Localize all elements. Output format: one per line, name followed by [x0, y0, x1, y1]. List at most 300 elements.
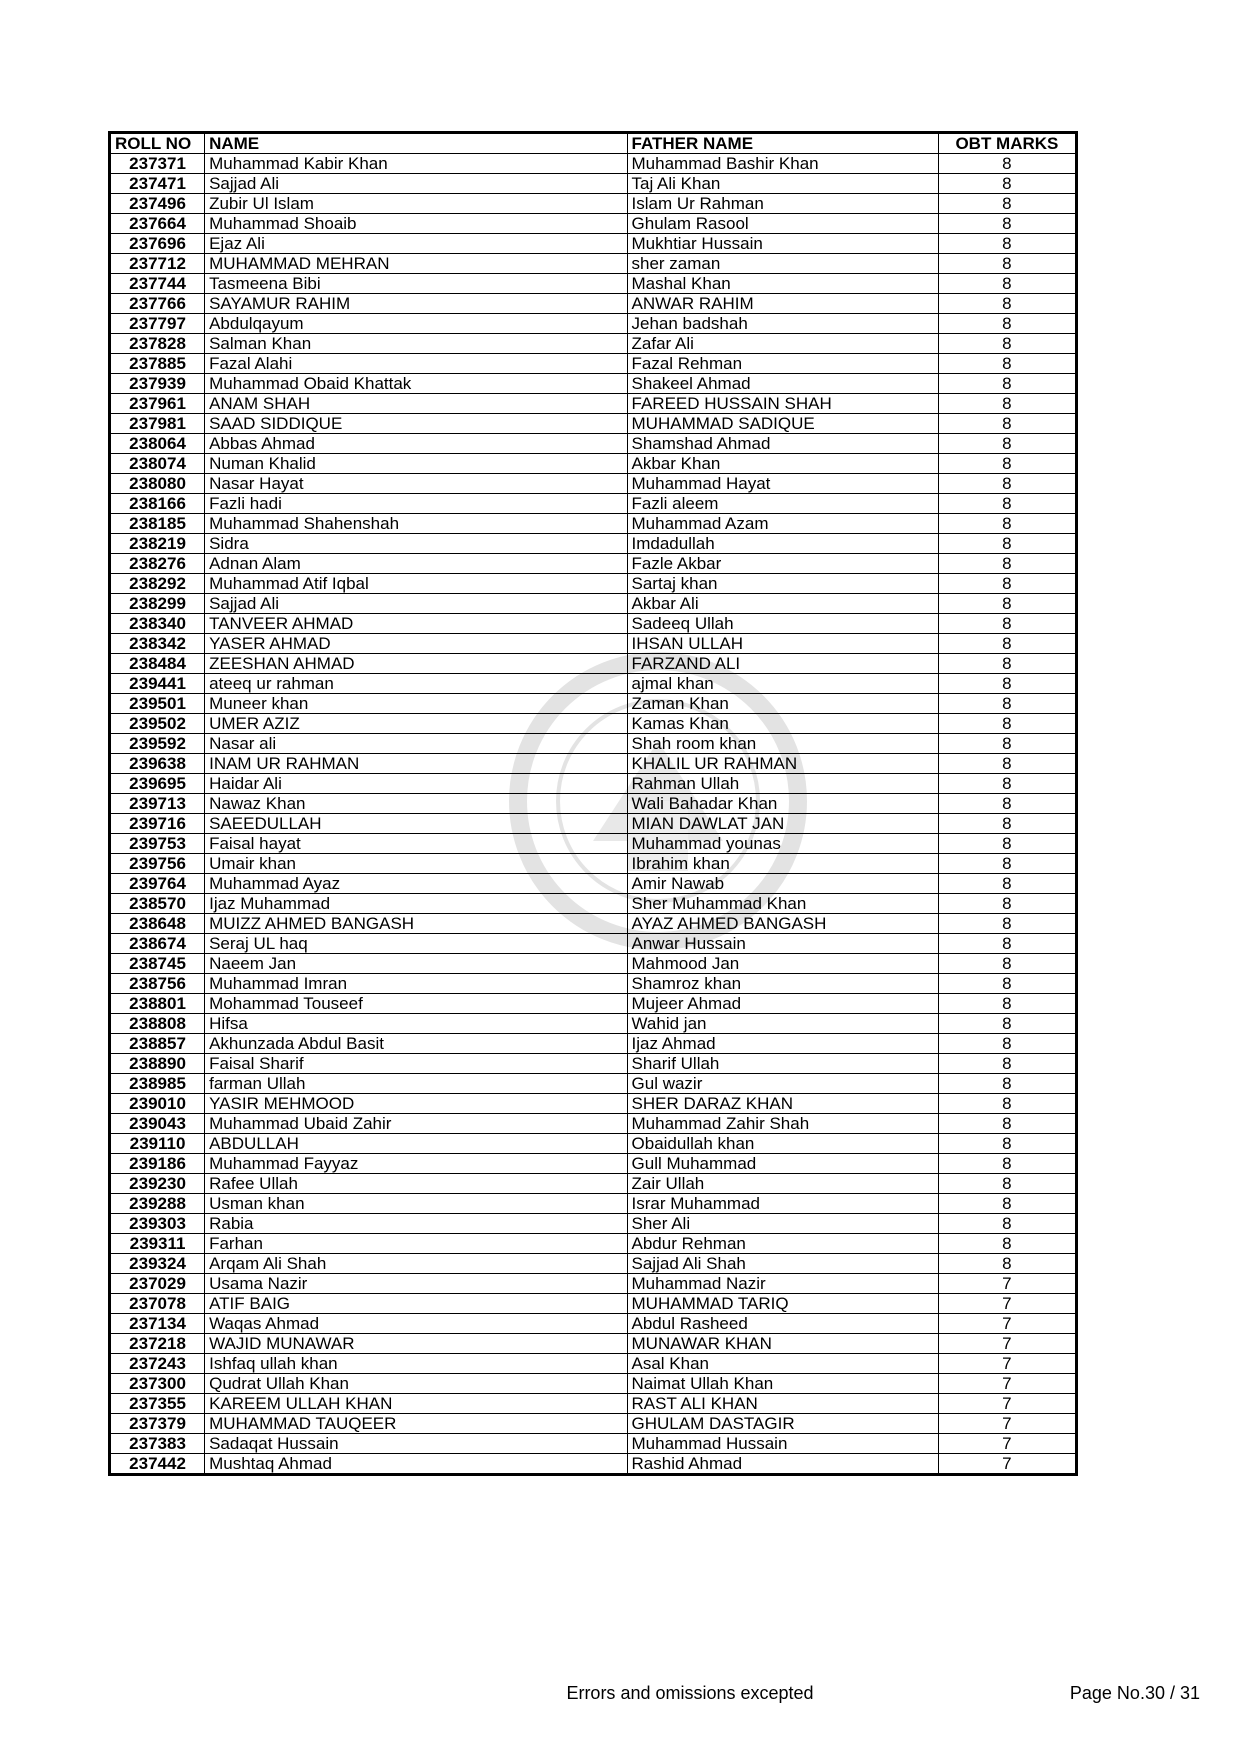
obt-marks-cell: 7 [938, 1394, 1076, 1414]
name-cell: Nawaz Khan [205, 794, 627, 814]
obt-marks-cell: 8 [938, 494, 1076, 514]
obt-marks-cell: 8 [938, 1174, 1076, 1194]
name-cell: Muhammad Atif Iqbal [205, 574, 627, 594]
roll-no-cell: 238064 [110, 434, 205, 454]
father-name-cell: Mashal Khan [627, 274, 938, 294]
father-name-cell: Sher Ali [627, 1214, 938, 1234]
obt-marks-cell: 7 [938, 1294, 1076, 1314]
father-name-cell: FAREED HUSSAIN SHAH [627, 394, 938, 414]
obt-marks-cell: 8 [938, 914, 1076, 934]
roll-no-cell: 238808 [110, 1014, 205, 1034]
table-row [110, 1034, 1077, 1054]
name-cell: Waqas Ahmad [205, 1314, 627, 1334]
father-name-cell: Amir Nawab [627, 874, 938, 894]
name-cell: KAREEM ULLAH KHAN [205, 1394, 627, 1414]
roll-no-cell: 238857 [110, 1034, 205, 1054]
table-row [110, 874, 1077, 894]
name-cell: YASER AHMAD [205, 634, 627, 654]
obt-marks-cell: 8 [938, 214, 1076, 234]
obt-marks-cell: 8 [938, 294, 1076, 314]
obt-marks-cell: 8 [938, 1014, 1076, 1034]
father-name-cell: Islam Ur Rahman [627, 194, 938, 214]
roll-no-cell: 238648 [110, 914, 205, 934]
table-row [110, 194, 1077, 214]
name-cell: TANVEER AHMAD [205, 614, 627, 634]
name-cell: Nasar ali [205, 734, 627, 754]
roll-no-cell: 239230 [110, 1174, 205, 1194]
obt-marks-cell: 8 [938, 554, 1076, 574]
father-name-cell: Muhammad younas [627, 834, 938, 854]
father-name-cell: Wali Bahadar Khan [627, 794, 938, 814]
table-row [110, 374, 1077, 394]
table-row [110, 354, 1077, 374]
father-name-cell: Imdadullah [627, 534, 938, 554]
father-name-cell: Obaidullah khan [627, 1134, 938, 1154]
name-cell: WAJID MUNAWAR [205, 1334, 627, 1354]
father-name-cell: ANWAR RAHIM [627, 294, 938, 314]
roll-no-cell: 238299 [110, 594, 205, 614]
father-name-cell: Sharif Ullah [627, 1054, 938, 1074]
obt-marks-cell: 8 [938, 1074, 1076, 1094]
obt-marks-cell: 8 [938, 774, 1076, 794]
father-name-cell: Shah room khan [627, 734, 938, 754]
roll-no-cell: 238340 [110, 614, 205, 634]
table-row [110, 894, 1077, 914]
name-cell: Muneer khan [205, 694, 627, 714]
father-name-cell: Muhammad Nazir [627, 1274, 938, 1294]
roll-no-cell: 238292 [110, 574, 205, 594]
roll-no-cell: 237939 [110, 374, 205, 394]
roll-no-cell: 239303 [110, 1214, 205, 1234]
name-cell: ateeq ur rahman [205, 674, 627, 694]
obt-marks-cell: 8 [938, 574, 1076, 594]
roll-no-cell: 238756 [110, 974, 205, 994]
obt-marks-cell: 8 [938, 1094, 1076, 1114]
roll-no-cell: 238985 [110, 1074, 205, 1094]
table-row [110, 514, 1077, 534]
roll-no-cell: 237961 [110, 394, 205, 414]
obt-marks-cell: 8 [938, 514, 1076, 534]
father-name-cell: Muhammad Bashir Khan [627, 154, 938, 174]
name-cell: Hifsa [205, 1014, 627, 1034]
father-name-cell: Shamroz khan [627, 974, 938, 994]
obt-marks-cell: 8 [938, 434, 1076, 454]
father-name-cell: Mahmood Jan [627, 954, 938, 974]
table-row [110, 1214, 1077, 1234]
father-name-cell: Kamas Khan [627, 714, 938, 734]
name-cell: Muhammad Shahenshah [205, 514, 627, 534]
father-name-cell: Sartaj khan [627, 574, 938, 594]
obt-marks-cell: 8 [938, 974, 1076, 994]
name-cell: Sajjad Ali [205, 174, 627, 194]
table-row [110, 1174, 1077, 1194]
name-cell: ANAM SHAH [205, 394, 627, 414]
name-cell: INAM UR RAHMAN [205, 754, 627, 774]
name-cell: Muhammad Ubaid Zahir [205, 1114, 627, 1134]
obt-marks-cell: 8 [938, 1134, 1076, 1154]
table-row [110, 1434, 1077, 1454]
roll-no-cell: 238080 [110, 474, 205, 494]
obt-marks-cell: 8 [938, 414, 1076, 434]
roll-no-cell: 237885 [110, 354, 205, 374]
name-cell: Sidra [205, 534, 627, 554]
header-roll-no: ROLL NO [110, 133, 205, 154]
header-name: NAME [205, 133, 627, 154]
father-name-cell: Muhammad Zahir Shah [627, 1114, 938, 1134]
roll-no-cell: 237355 [110, 1394, 205, 1414]
table-row [110, 434, 1077, 454]
roll-no-cell: 239441 [110, 674, 205, 694]
father-name-cell: KHALIL UR RAHMAN [627, 754, 938, 774]
table-row [110, 234, 1077, 254]
roll-no-cell: 237243 [110, 1354, 205, 1374]
table-row [110, 494, 1077, 514]
father-name-cell: Zaman Khan [627, 694, 938, 714]
father-name-cell: Mukhtiar Hussain [627, 234, 938, 254]
obt-marks-cell: 8 [938, 954, 1076, 974]
roll-no-cell: 237383 [110, 1434, 205, 1454]
name-cell: Ijaz Muhammad [205, 894, 627, 914]
table-row [110, 294, 1077, 314]
roll-no-cell: 237828 [110, 334, 205, 354]
roll-no-cell: 239324 [110, 1254, 205, 1274]
table-row [110, 774, 1077, 794]
roll-no-cell: 239716 [110, 814, 205, 834]
obt-marks-cell: 8 [938, 854, 1076, 874]
roll-no-cell: 237442 [110, 1454, 205, 1475]
obt-marks-cell: 8 [938, 1054, 1076, 1074]
table-row [110, 1294, 1077, 1314]
obt-marks-cell: 8 [938, 654, 1076, 674]
table-row [110, 1414, 1077, 1434]
obt-marks-cell: 8 [938, 694, 1076, 714]
obt-marks-cell: 8 [938, 334, 1076, 354]
obt-marks-cell: 8 [938, 1234, 1076, 1254]
obt-marks-cell: 8 [938, 234, 1076, 254]
obt-marks-cell: 8 [938, 874, 1076, 894]
roll-no-cell: 239756 [110, 854, 205, 874]
table-row [110, 794, 1077, 814]
table-row [110, 214, 1077, 234]
obt-marks-cell: 8 [938, 454, 1076, 474]
table-row [110, 594, 1077, 614]
name-cell: Faisal Sharif [205, 1054, 627, 1074]
name-cell: Muhammad Obaid Khattak [205, 374, 627, 394]
table-row [110, 1334, 1077, 1354]
name-cell: Akhunzada Abdul Basit [205, 1034, 627, 1054]
name-cell: Arqam Ali Shah [205, 1254, 627, 1274]
roll-no-cell: 237981 [110, 414, 205, 434]
obt-marks-cell: 8 [938, 254, 1076, 274]
name-cell: Umair khan [205, 854, 627, 874]
table-row [110, 174, 1077, 194]
roll-no-cell: 238570 [110, 894, 205, 914]
obt-marks-cell: 8 [938, 834, 1076, 854]
table-row [110, 694, 1077, 714]
table-row [110, 454, 1077, 474]
father-name-cell: Mujeer Ahmad [627, 994, 938, 1014]
roll-no-cell: 237696 [110, 234, 205, 254]
table-row [110, 1194, 1077, 1214]
roll-no-cell: 237300 [110, 1374, 205, 1394]
name-cell: Haidar Ali [205, 774, 627, 794]
obt-marks-cell: 8 [938, 1194, 1076, 1214]
name-cell: Muhammad Ayaz [205, 874, 627, 894]
table-row [110, 1394, 1077, 1414]
table-row [110, 1374, 1077, 1394]
obt-marks-cell: 8 [938, 814, 1076, 834]
obt-marks-cell: 8 [938, 354, 1076, 374]
table-row [110, 534, 1077, 554]
roll-no-cell: 237797 [110, 314, 205, 334]
table-row [110, 554, 1077, 574]
roll-no-cell: 238342 [110, 634, 205, 654]
roll-no-cell: 239110 [110, 1134, 205, 1154]
father-name-cell: Akbar Ali [627, 594, 938, 614]
obt-marks-cell: 8 [938, 1154, 1076, 1174]
table-row [110, 1114, 1077, 1134]
obt-marks-cell: 7 [938, 1374, 1076, 1394]
name-cell: Salman Khan [205, 334, 627, 354]
table-row [110, 314, 1077, 334]
roll-no-cell: 238185 [110, 514, 205, 534]
name-cell: Adnan Alam [205, 554, 627, 574]
table-row [110, 1134, 1077, 1154]
father-name-cell: Ibrahim khan [627, 854, 938, 874]
roll-no-cell: 238801 [110, 994, 205, 1014]
name-cell: Fazal Alahi [205, 354, 627, 374]
roll-no-cell: 237664 [110, 214, 205, 234]
obt-marks-cell: 8 [938, 474, 1076, 494]
roll-no-cell: 238674 [110, 934, 205, 954]
name-cell: Farhan [205, 1234, 627, 1254]
father-name-cell: ajmal khan [627, 674, 938, 694]
name-cell: ZEESHAN AHMAD [205, 654, 627, 674]
table-row [110, 974, 1077, 994]
footer-note: Errors and omissions excepted [566, 1683, 814, 1703]
father-name-cell: Naimat Ullah Khan [627, 1374, 938, 1394]
father-name-cell: RAST ALI KHAN [627, 1394, 938, 1414]
father-name-cell: Shamshad Ahmad [627, 434, 938, 454]
table-row [110, 1454, 1077, 1475]
father-name-cell: IHSAN ULLAH [627, 634, 938, 654]
name-cell: Rabia [205, 1214, 627, 1234]
father-name-cell: Sadeeq Ullah [627, 614, 938, 634]
name-cell: Abdulqayum [205, 314, 627, 334]
name-cell: Ishfaq ullah khan [205, 1354, 627, 1374]
name-cell: Ejaz Ali [205, 234, 627, 254]
table-header-row [110, 133, 1077, 154]
header-obt-marks: OBT MARKS [938, 133, 1076, 154]
name-cell: Mohammad Touseef [205, 994, 627, 1014]
roll-no-cell: 237371 [110, 154, 205, 174]
father-name-cell: Asal Khan [627, 1354, 938, 1374]
father-name-cell: Taj Ali Khan [627, 174, 938, 194]
father-name-cell: Wahid jan [627, 1014, 938, 1034]
table-row [110, 394, 1077, 414]
table-row [110, 1254, 1077, 1274]
table-row [110, 914, 1077, 934]
name-cell: Tasmeena Bibi [205, 274, 627, 294]
name-cell: Usman khan [205, 1194, 627, 1214]
name-cell: MUIZZ AHMED BANGASH [205, 914, 627, 934]
father-name-cell: Anwar Hussain [627, 934, 938, 954]
father-name-cell: Gul wazir [627, 1074, 938, 1094]
obt-marks-cell: 8 [938, 374, 1076, 394]
table-row [110, 654, 1077, 674]
name-cell: Seraj UL haq [205, 934, 627, 954]
father-name-cell: GHULAM DASTAGIR [627, 1414, 938, 1434]
roll-no-cell: 238890 [110, 1054, 205, 1074]
obt-marks-cell: 8 [938, 314, 1076, 334]
father-name-cell: Rahman Ullah [627, 774, 938, 794]
obt-marks-cell: 7 [938, 1334, 1076, 1354]
table-row [110, 1234, 1077, 1254]
father-name-cell: Muhammad Azam [627, 514, 938, 534]
name-cell: Naeem Jan [205, 954, 627, 974]
father-name-cell: MUNAWAR KHAN [627, 1334, 938, 1354]
father-name-cell: Muhammad Hussain [627, 1434, 938, 1454]
father-name-cell: SHER DARAZ KHAN [627, 1094, 938, 1114]
obt-marks-cell: 8 [938, 1114, 1076, 1134]
table-row [110, 814, 1077, 834]
name-cell: Zubir Ul Islam [205, 194, 627, 214]
name-cell: Muhammad Kabir Khan [205, 154, 627, 174]
roll-no-cell: 239764 [110, 874, 205, 894]
roll-no-cell: 237496 [110, 194, 205, 214]
obt-marks-cell: 8 [938, 634, 1076, 654]
father-name-cell: Fazal Rehman [627, 354, 938, 374]
table-row [110, 334, 1077, 354]
table-row [110, 734, 1077, 754]
roll-no-cell: 239695 [110, 774, 205, 794]
father-name-cell: Ghulam Rasool [627, 214, 938, 234]
roll-no-cell: 237471 [110, 174, 205, 194]
father-name-cell: Abdul Rasheed [627, 1314, 938, 1334]
obt-marks-cell: 8 [938, 174, 1076, 194]
father-name-cell: Abdur Rehman [627, 1234, 938, 1254]
name-cell: Sajjad Ali [205, 594, 627, 614]
father-name-cell: Fazli aleem [627, 494, 938, 514]
table-row [110, 154, 1077, 174]
name-cell: ATIF BAIG [205, 1294, 627, 1314]
name-cell: ABDULLAH [205, 1134, 627, 1154]
father-name-cell: Ijaz Ahmad [627, 1034, 938, 1054]
table-row [110, 674, 1077, 694]
table-row [110, 1014, 1077, 1034]
obt-marks-cell: 8 [938, 534, 1076, 554]
obt-marks-cell: 8 [938, 754, 1076, 774]
roll-no-cell: 238484 [110, 654, 205, 674]
father-name-cell: MIAN DAWLAT JAN [627, 814, 938, 834]
table-row [110, 1314, 1077, 1334]
table-row [110, 834, 1077, 854]
obt-marks-cell: 8 [938, 674, 1076, 694]
table-row [110, 754, 1077, 774]
name-cell: Faisal hayat [205, 834, 627, 854]
obt-marks-cell: 8 [938, 934, 1076, 954]
name-cell: Usama Nazir [205, 1274, 627, 1294]
roll-no-cell: 237712 [110, 254, 205, 274]
name-cell: Muhammad Imran [205, 974, 627, 994]
name-cell: Nasar Hayat [205, 474, 627, 494]
obt-marks-cell: 8 [938, 714, 1076, 734]
name-cell: Abbas Ahmad [205, 434, 627, 454]
roll-no-cell: 237766 [110, 294, 205, 314]
roll-no-cell: 237029 [110, 1274, 205, 1294]
roll-no-cell: 239502 [110, 714, 205, 734]
table-row [110, 474, 1077, 494]
father-name-cell: Shakeel Ahmad [627, 374, 938, 394]
father-name-cell: Sher Muhammad Khan [627, 894, 938, 914]
results-table [108, 131, 1078, 1476]
father-name-cell: Zafar Ali [627, 334, 938, 354]
obt-marks-cell: 8 [938, 274, 1076, 294]
roll-no-cell: 237379 [110, 1414, 205, 1434]
father-name-cell: sher zaman [627, 254, 938, 274]
table-row [110, 1074, 1077, 1094]
obt-marks-cell: 8 [938, 894, 1076, 914]
name-cell: Muhammad Shoaib [205, 214, 627, 234]
table-row [110, 1154, 1077, 1174]
obt-marks-cell: 8 [938, 394, 1076, 414]
obt-marks-cell: 8 [938, 194, 1076, 214]
name-cell: UMER AZIZ [205, 714, 627, 734]
obt-marks-cell: 7 [938, 1314, 1076, 1334]
name-cell: SAAD SIDDIQUE [205, 414, 627, 434]
roll-no-cell: 237134 [110, 1314, 205, 1334]
name-cell: Numan Khalid [205, 454, 627, 474]
name-cell: YASIR MEHMOOD [205, 1094, 627, 1114]
header-father-name: FATHER NAME [627, 133, 938, 154]
obt-marks-cell: 8 [938, 794, 1076, 814]
father-name-cell: Zair Ullah [627, 1174, 938, 1194]
roll-no-cell: 238219 [110, 534, 205, 554]
page-number: Page No.30 / 31 [1069, 1683, 1200, 1703]
father-name-cell: Sajjad Ali Shah [627, 1254, 938, 1274]
roll-no-cell: 239288 [110, 1194, 205, 1214]
obt-marks-cell: 8 [938, 734, 1076, 754]
obt-marks-cell: 8 [938, 1214, 1076, 1234]
obt-marks-cell: 7 [938, 1434, 1076, 1454]
table-row [110, 614, 1077, 634]
father-name-cell: Fazle Akbar [627, 554, 938, 574]
name-cell: Muhammad Fayyaz [205, 1154, 627, 1174]
obt-marks-cell: 8 [938, 994, 1076, 1014]
roll-no-cell: 238166 [110, 494, 205, 514]
name-cell: Qudrat Ullah Khan [205, 1374, 627, 1394]
name-cell: Fazli hadi [205, 494, 627, 514]
roll-no-cell: 239043 [110, 1114, 205, 1134]
father-name-cell: FARZAND ALI [627, 654, 938, 674]
obt-marks-cell: 7 [938, 1274, 1076, 1294]
table-row [110, 714, 1077, 734]
roll-no-cell: 237744 [110, 274, 205, 294]
table-row [110, 414, 1077, 434]
table-row [110, 934, 1077, 954]
father-name-cell: Muhammad Hayat [627, 474, 938, 494]
name-cell: Rafee Ullah [205, 1174, 627, 1194]
table-row [110, 1054, 1077, 1074]
obt-marks-cell: 8 [938, 614, 1076, 634]
name-cell: MUHAMMAD TAUQEER [205, 1414, 627, 1434]
father-name-cell: Akbar Khan [627, 454, 938, 474]
table-body [110, 154, 1077, 1475]
obt-marks-cell: 7 [938, 1354, 1076, 1374]
roll-no-cell: 237078 [110, 1294, 205, 1314]
father-name-cell: MUHAMMAD SADIQUE [627, 414, 938, 434]
table-row [110, 254, 1077, 274]
